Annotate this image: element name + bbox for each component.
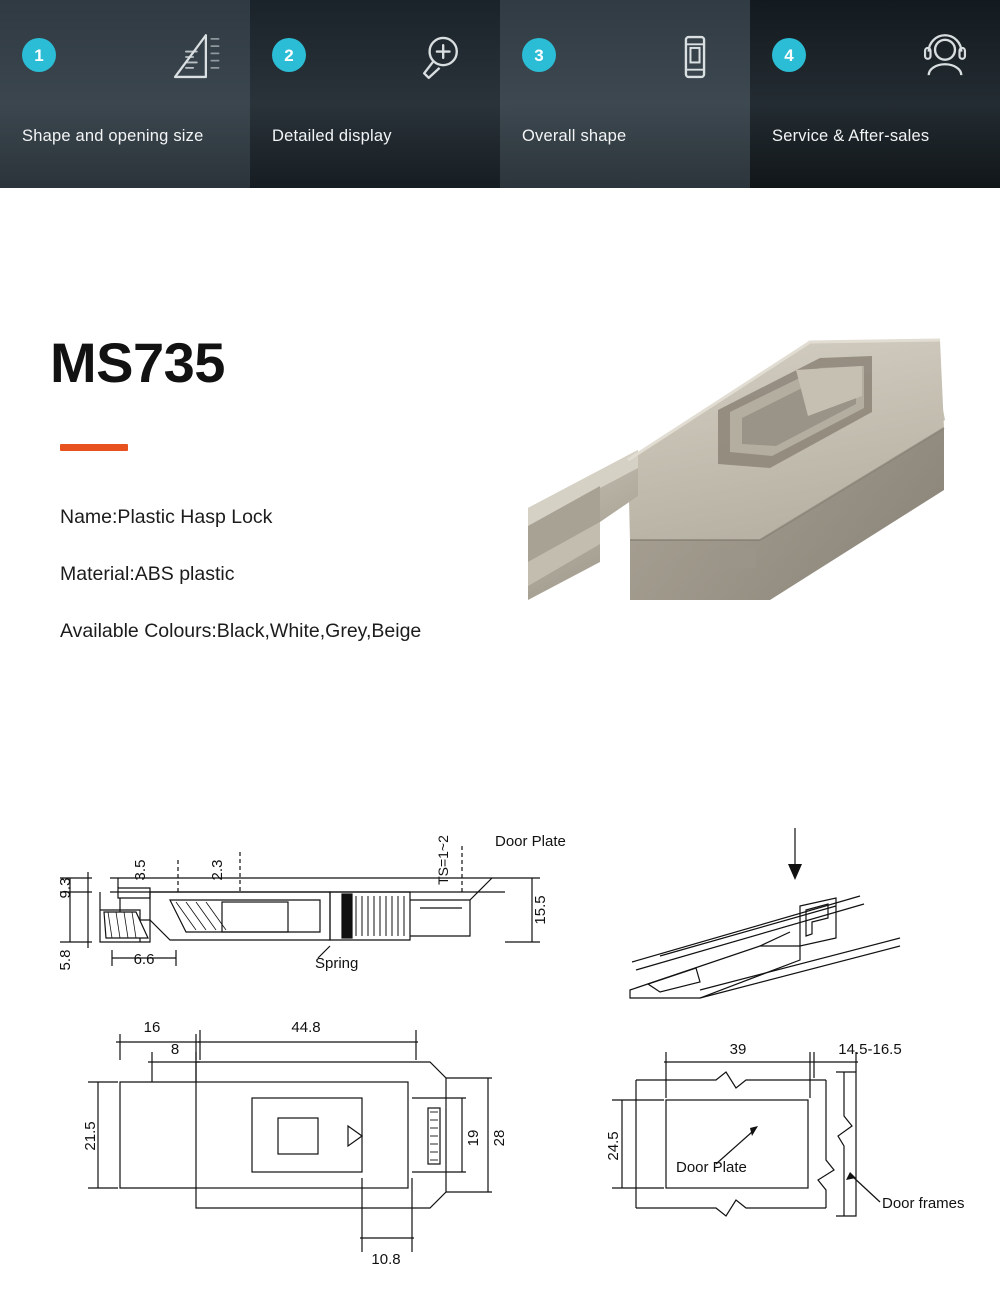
dim-28: 28 xyxy=(491,1129,508,1147)
nav-badge-1: 1 xyxy=(22,38,56,72)
dim-3-5: 3.5 xyxy=(132,859,149,881)
installation-view xyxy=(630,828,900,998)
nav-label-4: Service & After-sales xyxy=(772,127,930,145)
front-view xyxy=(88,1030,492,1252)
spec-material: Material:ABS plastic xyxy=(60,563,235,585)
nav-label-3: Overall shape xyxy=(522,127,627,145)
dim-9-3: 9.3 xyxy=(57,877,74,899)
label-door-plate-side: Door Plate xyxy=(495,833,566,850)
nav-item-1[interactable] xyxy=(0,0,250,188)
dim-5-8: 5.8 xyxy=(57,949,74,971)
nav-badge-2: 2 xyxy=(272,38,306,72)
nav-item-3[interactable] xyxy=(500,0,750,188)
spec-colours: Available Colours:Black,White,Grey,Beige xyxy=(60,620,422,642)
dim-24-5: 24.5 xyxy=(605,1131,622,1161)
nav-label-2: Detailed display xyxy=(272,127,392,145)
label-door-plate-cutout: Door Plate xyxy=(676,1159,747,1176)
dim-10-8: 10.8 xyxy=(371,1251,401,1268)
dim-44-8: 44.8 xyxy=(291,1019,321,1036)
dim-6-6: 6.6 xyxy=(133,951,155,968)
accent-rule xyxy=(60,444,128,451)
nav-item-2[interactable] xyxy=(250,0,500,188)
technical-drawings xyxy=(0,760,1000,1300)
nav-label-1: Shape and opening size xyxy=(22,127,204,145)
top-nav xyxy=(0,0,1000,188)
nav-item-4[interactable] xyxy=(750,0,1000,188)
ruler-triangle-icon xyxy=(166,28,224,86)
label-spring: Spring xyxy=(315,955,359,972)
dim-19: 19 xyxy=(465,1129,482,1147)
dim-21-5: 21.5 xyxy=(82,1121,99,1151)
headset-support-icon xyxy=(916,28,974,86)
product-box-icon xyxy=(666,28,724,86)
label-door-frames: Door frames xyxy=(882,1195,965,1212)
dim-14-5-16-5: 14.5-16.5 xyxy=(838,1041,902,1058)
page-title: MS735 xyxy=(50,331,225,394)
cutout-opening-view xyxy=(612,1052,880,1216)
spec-name: Name:Plastic Hasp Lock xyxy=(60,506,273,528)
dim-8: 8 xyxy=(170,1041,180,1058)
product-photo xyxy=(520,300,970,690)
nav-badge-3: 3 xyxy=(522,38,556,72)
dim-15-5: 15.5 xyxy=(532,895,549,925)
label-ts: TS=1~2 xyxy=(435,835,451,885)
magnifier-plus-icon xyxy=(416,28,474,86)
nav-badge-4: 4 xyxy=(772,38,806,72)
dim-2-3: 2.3 xyxy=(209,859,226,881)
dim-16: 16 xyxy=(143,1019,161,1036)
dim-39: 39 xyxy=(729,1041,747,1058)
